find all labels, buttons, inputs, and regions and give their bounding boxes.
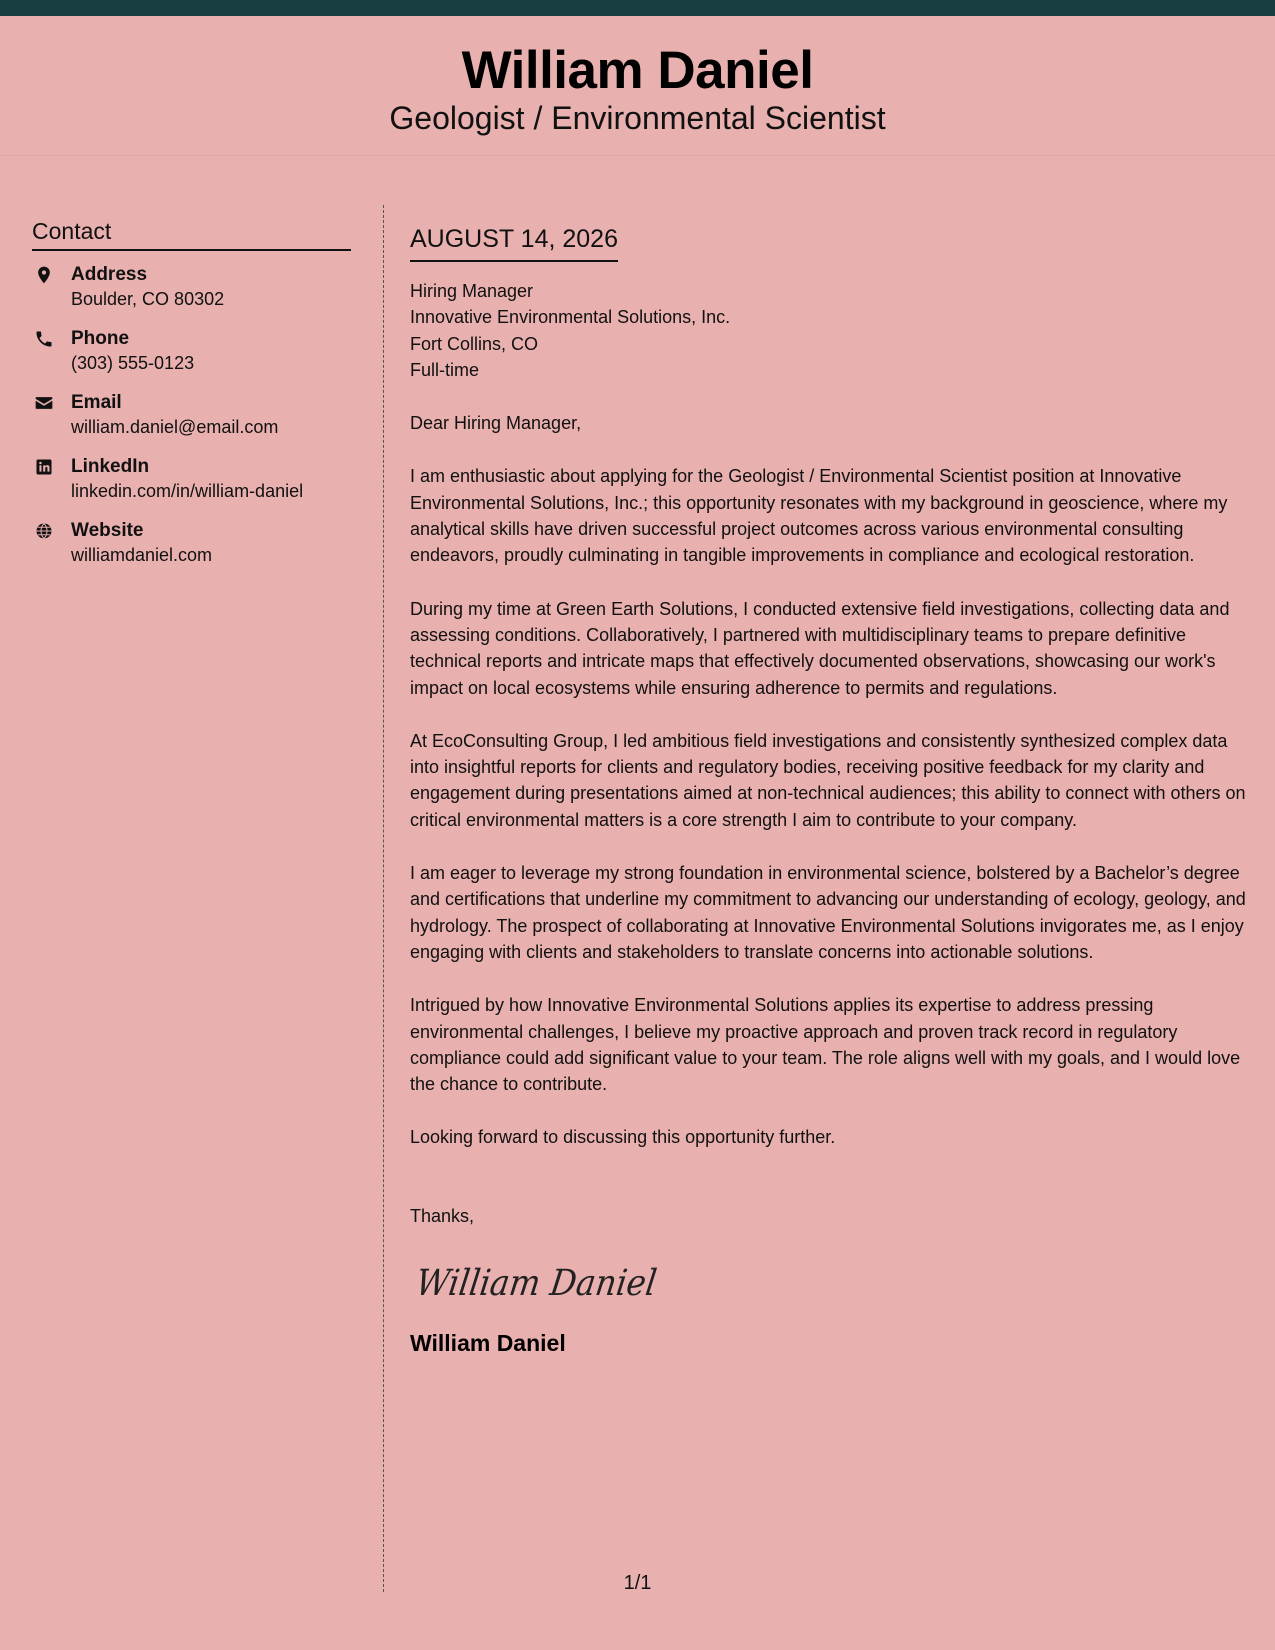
globe-icon [32, 521, 56, 545]
svg-text:William Daniel: William Daniel [418, 1261, 678, 1304]
linkedin-label: LinkedIn [71, 456, 150, 477]
recipient-line: Innovative Environmental Solutions, Inc. [410, 307, 731, 328]
recipient-block [410, 278, 1250, 383]
website-label: Website [71, 520, 144, 541]
email-value[interactable]: william.daniel@email.com [71, 417, 279, 437]
contact-item-phone [32, 327, 351, 375]
resume-header [0, 16, 1275, 156]
linkedin-icon [32, 457, 56, 481]
address-label: Address [71, 264, 148, 285]
salutation: Dear Hiring Manager, [410, 413, 582, 434]
recipient-line: Full-time [410, 359, 480, 380]
phone-value: (303) 555-0123 [71, 353, 195, 373]
job-title: Geologist / Environmental Scientist [389, 100, 886, 136]
email-label: Email [71, 392, 122, 413]
contact-item-address [32, 263, 351, 311]
contact-item-email [32, 391, 351, 439]
linkedin-value[interactable]: linkedin.com/in/william-daniel [71, 481, 304, 501]
contact-sidebar [32, 220, 351, 583]
signer-name: William Daniel [410, 1330, 566, 1357]
website-value[interactable]: williamdaniel.com [71, 545, 213, 565]
page-number: 1/1 [623, 1572, 652, 1594]
contact-item-linkedin [32, 455, 351, 503]
envelope-icon [32, 393, 56, 417]
phone-label: Phone [71, 328, 130, 349]
body-paragraph: Intrigued by how Innovative Environmental Solutions applies its expertise to address pressing environmental challenges, I believe my proactive approach and proven track record in regulatory compliance could add significant value to your team. The role aligns well with my goals, and I would love the chance to contribute. [410, 995, 1241, 1095]
top-accent-bar [0, 0, 1275, 16]
letter-date: AUGUST 14, 2026 [410, 224, 618, 262]
recipient-line: Hiring Manager [410, 281, 534, 301]
recipient-line: Fort Collins, CO [410, 333, 539, 354]
contact-item-website [32, 519, 351, 567]
body-paragraph: I am enthusiastic about applying for the Geologist / Environmental Scientist position at Innovative Environmental Solutions, Inc.; this opportunity resonates with my background in geoscience, where my analytical skills have driven successful project outcomes across various environmental consulting endeavors, proudly culminating in tangible improvements in compliance and ecological restoration. [410, 466, 1228, 566]
phone-icon [32, 329, 56, 353]
body-paragraph: Looking forward to discussing this opportunity further. [410, 1127, 836, 1148]
handwritten-signature [418, 1257, 1250, 1307]
contact-heading: Contact [32, 220, 351, 251]
column-divider [383, 205, 384, 1592]
body-paragraph: At EcoConsulting Group, I led ambitious field investigations and consistently synthesized complex data into insightful reports for clients and regulatory bodies, receiving positive feedback for my clarity and engagement during presentations aimed at non-technical audiences; this ability to connect with others on critical environmental matters is a core strength I aim to contribute to your company. [410, 730, 1246, 830]
address-value: Boulder, CO 80302 [71, 289, 225, 309]
map-pin-icon [32, 265, 56, 289]
body-paragraph: During my time at Green Earth Solutions, I conducted extensive field investigations, collecting data and assessing conditions. Collaboratively, I partnered with multidisciplinary teams to prepare definitive technical reports and intricate maps that effectively documented observations, showcasing our work's impact on local ecosystems while ensuring adherence to permits and regulations. [410, 598, 1230, 698]
body-paragraph: I am eager to leverage my strong foundation in environmental science, bolstered by a Bachelor’s degree and certifications that underline my commitment to advancing our understanding of ecology, geology, and hydrology. The prospect of collaborating at Innovative Environmental Solutions invigorates me, as I enjoy engaging with clients and stakeholders to translate concerns into actionable solutions. [410, 863, 1246, 962]
letter-body [410, 224, 1250, 1357]
closing: Thanks, [410, 1205, 475, 1226]
applicant-name: William Daniel [461, 41, 814, 100]
